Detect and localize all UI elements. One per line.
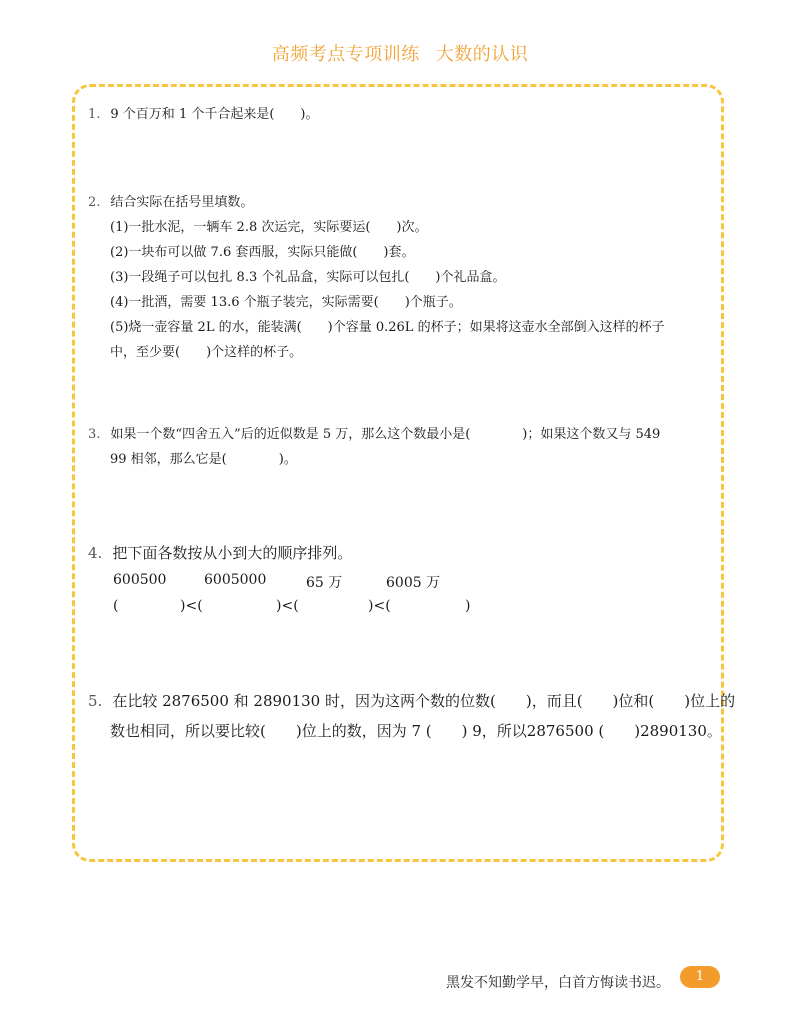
- question-number: 1.: [88, 107, 101, 122]
- answer-bracket: ): [465, 598, 471, 614]
- number-item: 6005000: [204, 572, 267, 588]
- question-text-line-2: 99 相邻，那么它是( )。: [110, 452, 297, 467]
- answer-bracket: (: [113, 598, 119, 614]
- answer-bracket: )<(: [276, 598, 299, 614]
- question-number: 2.: [88, 195, 101, 210]
- question-5: [88, 686, 735, 746]
- title-part-a: 高频考点专项训练: [271, 44, 420, 65]
- question-stem: 结合实际在括号里填数。: [110, 195, 254, 210]
- sub-item: 中，至少要( )个这样的杯子。: [110, 345, 303, 360]
- sub-item: (5)烧一壶容量 2L 的水，能装满( )个容量 0.26L 的杯子；如果将这壶水全部倒入这样的杯子: [110, 320, 665, 335]
- sub-item: (1)一批水泥，一辆车 2.8 次运完，实际要运( )次。: [110, 220, 428, 235]
- page-title: [0, 40, 800, 66]
- title-part-b: 大数的认识: [435, 44, 529, 65]
- question-number: 4.: [88, 544, 103, 562]
- sub-item: (4)一批酒，需要 13.6 个瓶子装完，实际需要( )个瓶子。: [110, 295, 462, 310]
- question-number: 5.: [88, 692, 103, 710]
- question-number: 3.: [88, 427, 101, 442]
- number-item: 65 万: [306, 575, 343, 591]
- question-4: [88, 538, 352, 568]
- question-text-line-2: 数也相同，所以要比较( )位上的数，因为 7 ( ) 9，所以2876500 ( )2890130。: [110, 722, 722, 740]
- question-stem: 把下面各数按从小到大的顺序排列。: [112, 544, 353, 562]
- answer-bracket: )<(: [368, 598, 391, 614]
- question-text-line-1: 如果一个数“四舍五入”后的近似数是 5 万，那么这个数最小是( )；如果这个数又与 549: [110, 427, 661, 442]
- question-1: [88, 102, 319, 127]
- page-number-badge: 1: [680, 966, 720, 988]
- answer-bracket: )<(: [180, 598, 203, 614]
- question-text: 9 个百万和 1 个千合起来是( )。: [110, 107, 319, 122]
- footer-proverb: 黑发不知勤学早，白首方悔读书迟。: [446, 975, 670, 991]
- sub-item: (3)一段绳子可以包扎 8.3 个礼品盒，实际可以包扎( )个礼品盒。: [110, 270, 506, 285]
- number-item: 600500: [113, 572, 167, 588]
- sub-item: (2)一块布可以做 7.6 套西服，实际只能做( )套。: [110, 245, 415, 260]
- question-3: [88, 422, 660, 472]
- number-item: 6005 万: [386, 575, 441, 591]
- question-2: [88, 190, 665, 365]
- question-text-line-1: 在比较 2876500 和 2890130 时，因为这两个数的位数( )，而且( )位和( )位上的: [112, 692, 736, 710]
